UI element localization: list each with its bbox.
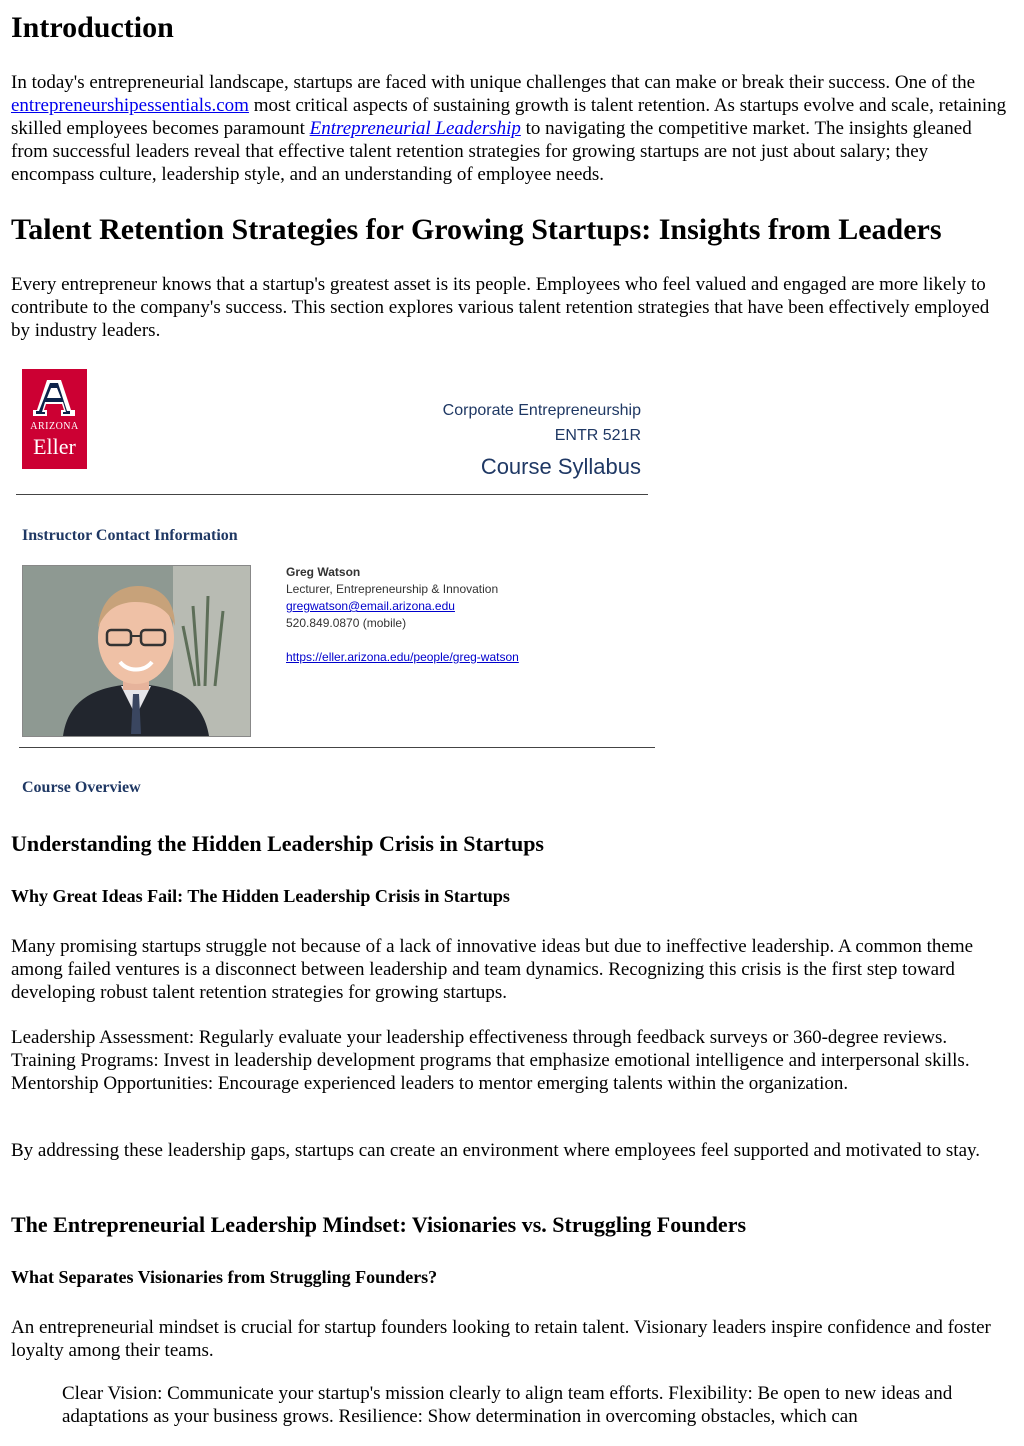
entrepreneurial-leadership-link[interactable]: Entrepreneurial Leadership <box>309 118 521 139</box>
talent-heading: Talent Retention Strategies for Growing Startups: Insights from Leaders <box>11 213 942 246</box>
instructor-title: Lecturer, Entrepreneurship & Innovation <box>286 582 499 596</box>
arizona-a-icon <box>30 377 78 419</box>
hidden-crisis-heading: Understanding the Hidden Leadership Crisis in Startups <box>11 831 544 856</box>
instructor-profile-link[interactable]: https://eller.arizona.edu/people/greg-watson <box>286 650 519 664</box>
intro-text-2: most critical aspects of sustaining growth is talent retention. As startups evolve and scale, retaining skilled employees becomes paramount <box>11 95 1007 139</box>
divider <box>16 494 648 495</box>
syllabus-title: Course Syllabus <box>480 454 641 479</box>
contact-section-heading: Instructor Contact Information <box>22 527 238 544</box>
hidden-paragraph-2: Leadership Assessment: Regularly evaluate your leadership effectiveness through feedback surveys or 360-degree reviews. Training Programs: Invest in leadership development programs that emphasize emotional intelligence and interpersonal skills. Mentorship Opportunities: Encourage experienced leaders to mentor emerging talents within the organization. <box>11 1027 970 1094</box>
intro-text-1: In today's entrepreneurial landscape, startups are faced with unique challenges that can make or break their success. One of the <box>11 72 976 93</box>
arizona-eller-logo <box>22 369 87 469</box>
mindset-paragraph: An entrepreneurial mindset is crucial for startup founders looking to retain talent. Visionary leaders inspire confidence and foster loyalty among their teams. <box>11 1317 991 1361</box>
hidden-paragraph-3: By addressing these leadership gaps, startups can create an environment where employees feel supported and motivated to stay. <box>11 1140 981 1161</box>
instructor-phone: 520.849.0870 (mobile) <box>286 616 407 630</box>
why-ideas-fail-heading: Why Great Ideas Fail: The Hidden Leadership Crisis in Startups <box>11 886 510 906</box>
hidden-paragraph-1: Many promising startups struggle not because of a lack of innovative ideas but due to ineffective leadership. A common theme among failed ventures is a disconnect between leadership and team dynamics. Recognizing this crisis is the first step toward developing robust talent retention strategies for growing startups. <box>11 936 974 1003</box>
talent-paragraph: Every entrepreneur knows that a startup's greatest asset is its people. Employees who feel valued and engaged are more likely to contribute to the company's success. This section explores various talent retention strategies that have been effectively employed by industry leaders. <box>11 274 990 341</box>
essentials-link[interactable]: entrepreneurshipessentials.com <box>11 95 249 116</box>
intro-paragraph <box>11 71 1009 186</box>
intro-heading: Introduction <box>11 11 174 44</box>
mindset-heading: The Entrepreneurial Leadership Mindset: Visionaries vs. Struggling Founders <box>11 1212 747 1237</box>
instructor-photo <box>22 565 251 737</box>
visionaries-heading: What Separates Visionaries from Struggling Founders? <box>11 1267 438 1287</box>
divider <box>19 747 655 748</box>
mindset-blockquote: Clear Vision: Communicate your startup's mission clearly to align team efforts. Flexibility: Be open to new ideas and adaptations as your business grows. Resilience: Show determination in overcoming obstacles, which can <box>62 1383 953 1427</box>
instructor-email-link[interactable]: gregwatson@email.arizona.edu <box>286 599 455 613</box>
course-code: ENTR 521R <box>554 427 641 444</box>
syllabus-image <box>11 366 661 806</box>
course-name: Corporate Entrepreneurship <box>442 402 641 419</box>
instructor-contact <box>286 564 519 666</box>
instructor-name: Greg Watson <box>286 565 361 579</box>
intro-text-3: to navigating the competitive market. The insights gleaned from successful leaders reveal that effective talent retention strategies for growing startups are not just about salary; they encompass culture, leadership style, and an understanding of employee needs. <box>11 118 972 185</box>
logo-arizona-text: ARIZONA <box>30 421 79 432</box>
logo-eller-text: Eller <box>33 434 76 459</box>
overview-section-heading: Course Overview <box>22 779 141 796</box>
